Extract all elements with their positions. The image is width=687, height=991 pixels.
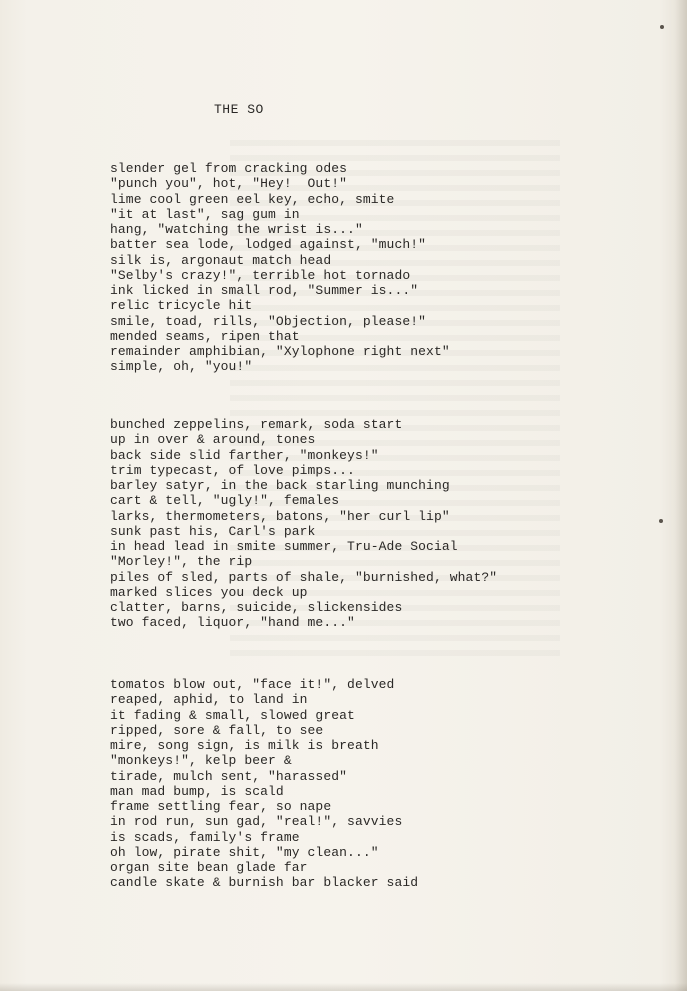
poem-title: THE SO	[214, 102, 264, 117]
poem-line: "Morley!", the rip	[110, 554, 253, 570]
poem-line: man mad bump, is scald	[110, 783, 284, 799]
poem-line: barley satyr, in the back starling munching	[110, 478, 450, 493]
poem-line: "punch you", hot, "Hey! Out!"	[110, 176, 348, 192]
poem-line: tomatos blow out, "face it!", delved	[110, 677, 395, 692]
binding-hole-mark	[659, 519, 663, 523]
poem-line: candle skate & burnish bar blacker said	[110, 875, 419, 891]
poem-line: ripped, sore & fall, to see	[110, 722, 324, 738]
poem-line: in rod run, sun gad, "real!", savvies	[110, 814, 403, 830]
stanza-2	[110, 417, 497, 631]
poem-line: mended seams, ripen that	[110, 328, 300, 344]
poem-line: smile, toad, rills, "Objection, please!"	[110, 313, 427, 329]
poem-line: back side slid farther, "monkeys!"	[110, 447, 379, 463]
poem-line: slender gel from cracking odes	[110, 161, 348, 176]
poem-line: trim typecast, of love pimps...	[110, 462, 355, 478]
poem-line: marked slices you deck up	[110, 584, 308, 600]
poem-line: larks, thermometers, batons, "her curl lip"	[110, 508, 450, 524]
poem-line: remainder amphibian, "Xylophone right next"	[110, 344, 450, 359]
poem-line: lime cool green eel key, echo, smite	[110, 191, 395, 207]
poem-line: up in over & around, tones	[110, 432, 316, 448]
poem-line: piles of sled, parts of shale, "burnished, what?"	[110, 569, 498, 585]
poem-line: sunk past his, Carl's park	[110, 523, 316, 539]
poem-line: oh low, pirate shit, "my clean..."	[110, 844, 379, 860]
poem-line: tirade, mulch sent, "harassed"	[110, 768, 348, 784]
poem-line: simple, oh, "you!"	[110, 359, 253, 375]
stanza-3	[110, 677, 418, 891]
poem-line: "monkeys!", kelp beer &	[110, 753, 292, 769]
poem-line: silk is, argonaut match head	[110, 252, 332, 268]
poem-line: clatter, barns, suicide, slickensides	[110, 600, 403, 615]
binding-hole-mark	[660, 25, 664, 29]
poem-line: cart & tell, "ugly!", females	[110, 493, 340, 509]
poem-line: two faced, liquor, "hand me..."	[110, 615, 355, 631]
poem-line: relic tricycle hit	[110, 298, 253, 314]
poem-line: batter sea lode, lodged against, "much!"	[110, 237, 427, 253]
poem-line: organ site bean glade far	[110, 860, 308, 875]
poem-line: is scads, family's frame	[110, 829, 300, 845]
poem-line: it fading & small, slowed great	[110, 707, 355, 723]
poem-line: "it at last", sag gum in	[110, 206, 300, 222]
poem-line: ink licked in small rod, "Summer is..."	[110, 283, 419, 298]
stanza-1	[110, 161, 450, 375]
page-edge-shadow	[675, 0, 687, 991]
poem-line: reaped, aphid, to land in	[110, 692, 308, 708]
poem-line: in head lead in smite summer, Tru-Ade Social	[110, 539, 458, 554]
poem-line: mire, song sign, is milk is breath	[110, 738, 379, 753]
poem-line: hang, "watching the wrist is..."	[110, 222, 363, 237]
page-bottom-shadow	[0, 983, 687, 991]
poem-line: bunched zeppelins, remark, soda start	[110, 417, 403, 432]
poem-line: frame settling fear, so nape	[110, 799, 332, 814]
poem-line: "Selby's crazy!", terrible hot tornado	[110, 267, 411, 283]
